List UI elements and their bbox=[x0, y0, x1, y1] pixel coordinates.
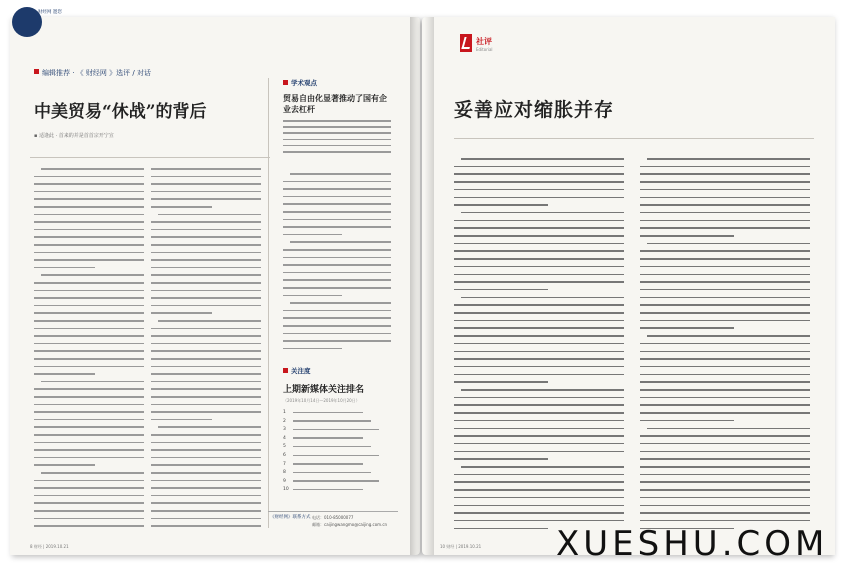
text-line bbox=[151, 411, 261, 413]
text-line bbox=[34, 214, 144, 216]
text-line bbox=[34, 198, 144, 200]
text-line bbox=[454, 520, 624, 522]
text-line bbox=[454, 220, 624, 222]
text-line bbox=[640, 181, 810, 183]
text-line bbox=[290, 173, 391, 175]
text-line bbox=[640, 505, 810, 507]
text-line bbox=[34, 305, 144, 307]
text-line bbox=[283, 340, 391, 342]
text-line bbox=[640, 489, 810, 491]
text-line bbox=[34, 373, 95, 375]
ranking-number: 2 bbox=[283, 418, 286, 424]
text-line bbox=[151, 176, 261, 178]
text-line bbox=[151, 434, 261, 436]
text-line bbox=[454, 458, 548, 460]
text-line bbox=[151, 396, 261, 398]
text-line bbox=[34, 426, 144, 428]
text-line bbox=[41, 274, 144, 276]
text-line bbox=[41, 168, 144, 170]
text-line bbox=[290, 241, 391, 243]
text-line bbox=[151, 487, 261, 489]
ranking-item-line bbox=[293, 455, 379, 457]
text-line bbox=[34, 229, 144, 231]
text-line bbox=[454, 197, 624, 199]
text-line bbox=[640, 389, 810, 391]
text-line bbox=[151, 442, 261, 444]
text-line bbox=[151, 388, 261, 390]
text-line bbox=[151, 191, 261, 193]
text-line bbox=[454, 189, 624, 191]
text-line bbox=[151, 282, 261, 284]
text-line bbox=[640, 297, 810, 299]
text-line bbox=[454, 166, 624, 168]
text-line bbox=[151, 510, 261, 512]
text-line bbox=[454, 443, 624, 445]
text-line bbox=[454, 281, 624, 283]
text-line bbox=[640, 220, 810, 222]
ranking-number: 1 bbox=[283, 410, 286, 415]
text-line bbox=[640, 474, 810, 476]
watermark: XUESHU.COM bbox=[556, 524, 829, 564]
text-line bbox=[640, 374, 810, 376]
article-byline: ▪ 适逢此 · 首来的并是首首宗开宁宣 bbox=[34, 133, 114, 139]
text-line bbox=[640, 397, 810, 399]
text-line bbox=[151, 449, 261, 451]
text-line bbox=[454, 404, 624, 406]
text-line bbox=[640, 466, 810, 468]
text-line bbox=[34, 434, 144, 436]
ranking-number: 7 bbox=[283, 461, 286, 467]
text-line bbox=[34, 252, 144, 254]
text-line bbox=[461, 466, 624, 468]
text-line bbox=[640, 481, 810, 483]
ranking-item-line bbox=[293, 489, 363, 491]
side-section-attention: 关注度 bbox=[283, 366, 311, 375]
text-line bbox=[34, 396, 144, 398]
text-line bbox=[151, 366, 261, 368]
column-name: 社评 bbox=[476, 37, 492, 46]
text-line bbox=[34, 191, 144, 193]
book-spine bbox=[410, 17, 434, 555]
text-line bbox=[151, 464, 261, 466]
text-line bbox=[454, 435, 624, 437]
text-line bbox=[283, 287, 391, 289]
ranking-number: 8 bbox=[283, 470, 286, 476]
text-line bbox=[461, 212, 624, 214]
text-line bbox=[640, 404, 810, 406]
text-line bbox=[34, 449, 144, 451]
text-line bbox=[283, 132, 391, 134]
text-line bbox=[454, 304, 624, 306]
text-line bbox=[34, 464, 95, 466]
logo-text: 财经网 邀您 bbox=[38, 10, 62, 15]
text-line bbox=[283, 196, 391, 198]
text-line bbox=[34, 350, 144, 352]
text-line bbox=[454, 335, 624, 337]
text-line bbox=[34, 297, 144, 299]
text-line bbox=[34, 366, 144, 368]
text-line bbox=[283, 226, 391, 228]
text-line bbox=[34, 328, 144, 330]
ranking-number: 3 bbox=[283, 427, 286, 433]
contact-mail: 邮箱：caijingwangmo@caijing.com.cn bbox=[312, 522, 388, 527]
text-line bbox=[283, 120, 391, 122]
text-line bbox=[454, 358, 624, 360]
text-line bbox=[454, 204, 548, 206]
text-line bbox=[454, 489, 624, 491]
text-line bbox=[640, 366, 810, 368]
square-bullet-icon bbox=[283, 80, 288, 85]
ranking-title: 上期新媒体关注排名 bbox=[283, 385, 365, 395]
breadcrumb-label: 编辑推荐 · 《 财经网 》选评 / 对话 bbox=[42, 69, 151, 77]
ranking-item-line bbox=[293, 429, 379, 431]
text-line bbox=[640, 250, 810, 252]
editorial-divider bbox=[454, 138, 814, 139]
text-line bbox=[283, 348, 342, 350]
ranking-number: 9 bbox=[283, 478, 286, 484]
text-line bbox=[454, 451, 624, 453]
text-line bbox=[283, 257, 391, 259]
text-line bbox=[454, 312, 624, 314]
text-line bbox=[34, 525, 144, 527]
text-line bbox=[151, 183, 261, 185]
text-line bbox=[34, 221, 144, 223]
text-line bbox=[41, 381, 144, 383]
text-line bbox=[151, 381, 261, 383]
text-line bbox=[34, 282, 144, 284]
text-line bbox=[283, 249, 391, 251]
text-line bbox=[454, 327, 624, 329]
title-divider bbox=[30, 157, 270, 158]
text-line bbox=[454, 351, 624, 353]
text-line bbox=[640, 320, 810, 322]
text-line bbox=[151, 252, 261, 254]
text-line bbox=[283, 264, 391, 266]
text-line bbox=[34, 419, 144, 421]
text-line bbox=[461, 158, 624, 160]
text-line bbox=[283, 139, 391, 141]
text-line bbox=[283, 151, 391, 153]
text-line bbox=[640, 227, 810, 229]
text-line bbox=[640, 235, 734, 237]
text-line bbox=[151, 480, 261, 482]
text-line bbox=[640, 520, 810, 522]
text-line bbox=[283, 203, 391, 205]
text-line bbox=[647, 428, 810, 430]
text-line bbox=[454, 235, 624, 237]
ranking-item-line bbox=[293, 480, 379, 482]
text-line bbox=[640, 189, 810, 191]
text-line bbox=[151, 297, 261, 299]
ranking-item-line bbox=[293, 446, 371, 448]
column-divider bbox=[268, 78, 269, 528]
text-line bbox=[454, 320, 624, 322]
text-line bbox=[640, 304, 810, 306]
text-line bbox=[640, 512, 810, 514]
text-line bbox=[640, 312, 810, 314]
text-line bbox=[640, 420, 734, 422]
text-line bbox=[151, 525, 261, 527]
right-page-footer: 10 财经 | 2019.10.21 bbox=[440, 544, 482, 549]
contact-phone: 电话：010-85000077 bbox=[312, 515, 354, 520]
text-line bbox=[640, 343, 810, 345]
text-line bbox=[34, 404, 144, 406]
text-line bbox=[151, 502, 261, 504]
text-line bbox=[640, 274, 810, 276]
text-line bbox=[34, 358, 144, 360]
text-line bbox=[454, 289, 548, 291]
text-line bbox=[283, 272, 391, 274]
text-line bbox=[151, 335, 261, 337]
text-line bbox=[454, 243, 624, 245]
text-line bbox=[283, 234, 342, 236]
text-line bbox=[34, 290, 144, 292]
text-line bbox=[640, 381, 810, 383]
ranking-number: 6 bbox=[283, 453, 286, 458]
text-line bbox=[283, 181, 391, 183]
text-line bbox=[283, 333, 391, 335]
text-line bbox=[151, 404, 261, 406]
square-bullet-icon bbox=[283, 368, 288, 373]
text-line bbox=[151, 244, 261, 246]
text-line bbox=[151, 328, 261, 330]
text-line bbox=[151, 495, 261, 497]
text-line bbox=[34, 487, 144, 489]
text-line bbox=[283, 310, 391, 312]
text-line bbox=[454, 474, 624, 476]
text-line bbox=[640, 412, 810, 414]
ranking-item-line bbox=[293, 412, 363, 414]
text-line bbox=[34, 176, 144, 178]
text-line bbox=[283, 325, 391, 327]
text-line bbox=[640, 497, 810, 499]
ranking-number: 5 bbox=[283, 444, 286, 450]
text-line bbox=[454, 258, 624, 260]
text-line bbox=[454, 412, 624, 414]
text-line bbox=[151, 350, 261, 352]
text-line bbox=[151, 274, 261, 276]
ranking-item-line bbox=[293, 463, 363, 465]
contact-tag: 《财经网》联系方式 bbox=[270, 515, 311, 520]
text-line bbox=[454, 505, 624, 507]
text-line bbox=[647, 243, 810, 245]
text-line bbox=[151, 168, 261, 170]
text-line bbox=[647, 335, 810, 337]
text-line bbox=[34, 335, 144, 337]
text-line bbox=[283, 145, 391, 147]
text-line bbox=[34, 480, 144, 482]
text-line bbox=[640, 212, 810, 214]
text-line bbox=[290, 302, 391, 304]
ranking-number: 10 bbox=[283, 487, 289, 493]
text-line bbox=[34, 411, 144, 413]
text-line bbox=[454, 397, 624, 399]
text-line bbox=[283, 279, 391, 281]
text-line bbox=[151, 358, 261, 360]
left-page-footer: 8 财经 | 2019.10.21 bbox=[30, 544, 69, 549]
text-line bbox=[454, 266, 624, 268]
text-line bbox=[454, 343, 624, 345]
text-line bbox=[151, 518, 261, 520]
text-line bbox=[283, 295, 342, 297]
text-line bbox=[640, 258, 810, 260]
text-line bbox=[151, 236, 261, 238]
square-bullet-icon bbox=[34, 69, 39, 74]
text-line bbox=[640, 435, 810, 437]
ranking-item-line bbox=[293, 420, 371, 422]
text-line bbox=[34, 502, 144, 504]
text-line bbox=[34, 343, 144, 345]
text-line bbox=[647, 158, 810, 160]
text-line bbox=[283, 317, 391, 319]
text-line bbox=[454, 250, 624, 252]
text-line bbox=[41, 472, 144, 474]
text-line bbox=[151, 343, 261, 345]
ranking-date: （2019年10月14日—2019年10月20日） bbox=[283, 398, 360, 403]
text-line bbox=[283, 219, 391, 221]
text-line bbox=[640, 173, 810, 175]
text-line bbox=[283, 188, 391, 190]
text-line bbox=[34, 183, 144, 185]
text-line bbox=[454, 497, 624, 499]
text-line bbox=[151, 305, 261, 307]
text-line bbox=[151, 206, 212, 208]
text-line bbox=[34, 267, 95, 269]
text-line bbox=[151, 373, 261, 375]
text-line bbox=[461, 297, 624, 299]
text-line bbox=[34, 457, 144, 459]
text-line bbox=[34, 320, 144, 322]
text-line bbox=[640, 166, 810, 168]
text-line bbox=[158, 214, 261, 216]
text-line bbox=[640, 351, 810, 353]
text-line bbox=[454, 274, 624, 276]
text-line bbox=[640, 458, 810, 460]
text-line bbox=[151, 267, 261, 269]
text-line bbox=[151, 419, 212, 421]
text-line bbox=[454, 428, 624, 430]
text-line bbox=[34, 510, 144, 512]
text-line bbox=[640, 197, 810, 199]
text-line bbox=[640, 289, 810, 291]
text-line bbox=[151, 221, 261, 223]
side-title-academic: 贸易自由化显著推动了国有企业去杠杆 bbox=[283, 93, 387, 114]
text-line bbox=[283, 126, 391, 128]
text-line bbox=[151, 259, 261, 261]
side-section-academic: 学术观点 bbox=[283, 78, 317, 87]
text-line bbox=[151, 472, 261, 474]
text-line bbox=[454, 512, 624, 514]
text-line bbox=[454, 420, 624, 422]
text-line bbox=[158, 426, 261, 428]
text-line bbox=[34, 206, 144, 208]
text-line bbox=[454, 227, 624, 229]
text-line bbox=[34, 236, 144, 238]
text-line bbox=[640, 443, 810, 445]
text-line bbox=[34, 244, 144, 246]
text-line bbox=[158, 320, 261, 322]
text-line bbox=[151, 198, 261, 200]
column-name-en: Editorial bbox=[476, 47, 493, 52]
text-line bbox=[151, 457, 261, 459]
text-line bbox=[283, 211, 391, 213]
ranking-item-line bbox=[293, 472, 371, 474]
ranking-item-line bbox=[293, 437, 363, 439]
text-line bbox=[34, 518, 144, 520]
text-line bbox=[640, 266, 810, 268]
text-line bbox=[640, 358, 810, 360]
text-line bbox=[454, 528, 548, 530]
text-line bbox=[34, 312, 144, 314]
article-title: 中美贸易“休战”的背后 bbox=[34, 102, 207, 122]
breadcrumb bbox=[34, 68, 151, 78]
editorial-title: 妥善应对缩胀并存 bbox=[454, 99, 615, 121]
editorial-badge-icon bbox=[460, 34, 472, 52]
text-line bbox=[454, 366, 624, 368]
text-line bbox=[454, 481, 624, 483]
text-line bbox=[640, 327, 734, 329]
text-line bbox=[34, 442, 144, 444]
text-line bbox=[454, 181, 624, 183]
text-line bbox=[34, 259, 144, 261]
ranking-number: 4 bbox=[283, 435, 286, 441]
text-line bbox=[640, 451, 810, 453]
text-line bbox=[34, 388, 144, 390]
text-line bbox=[454, 173, 624, 175]
text-line bbox=[454, 374, 624, 376]
text-line bbox=[151, 229, 261, 231]
text-line bbox=[454, 381, 548, 383]
contact-box bbox=[268, 511, 398, 532]
text-line bbox=[461, 389, 624, 391]
text-line bbox=[34, 495, 144, 497]
text-line bbox=[151, 290, 261, 292]
text-line bbox=[640, 281, 810, 283]
text-line bbox=[151, 312, 212, 314]
text-line bbox=[640, 204, 810, 206]
